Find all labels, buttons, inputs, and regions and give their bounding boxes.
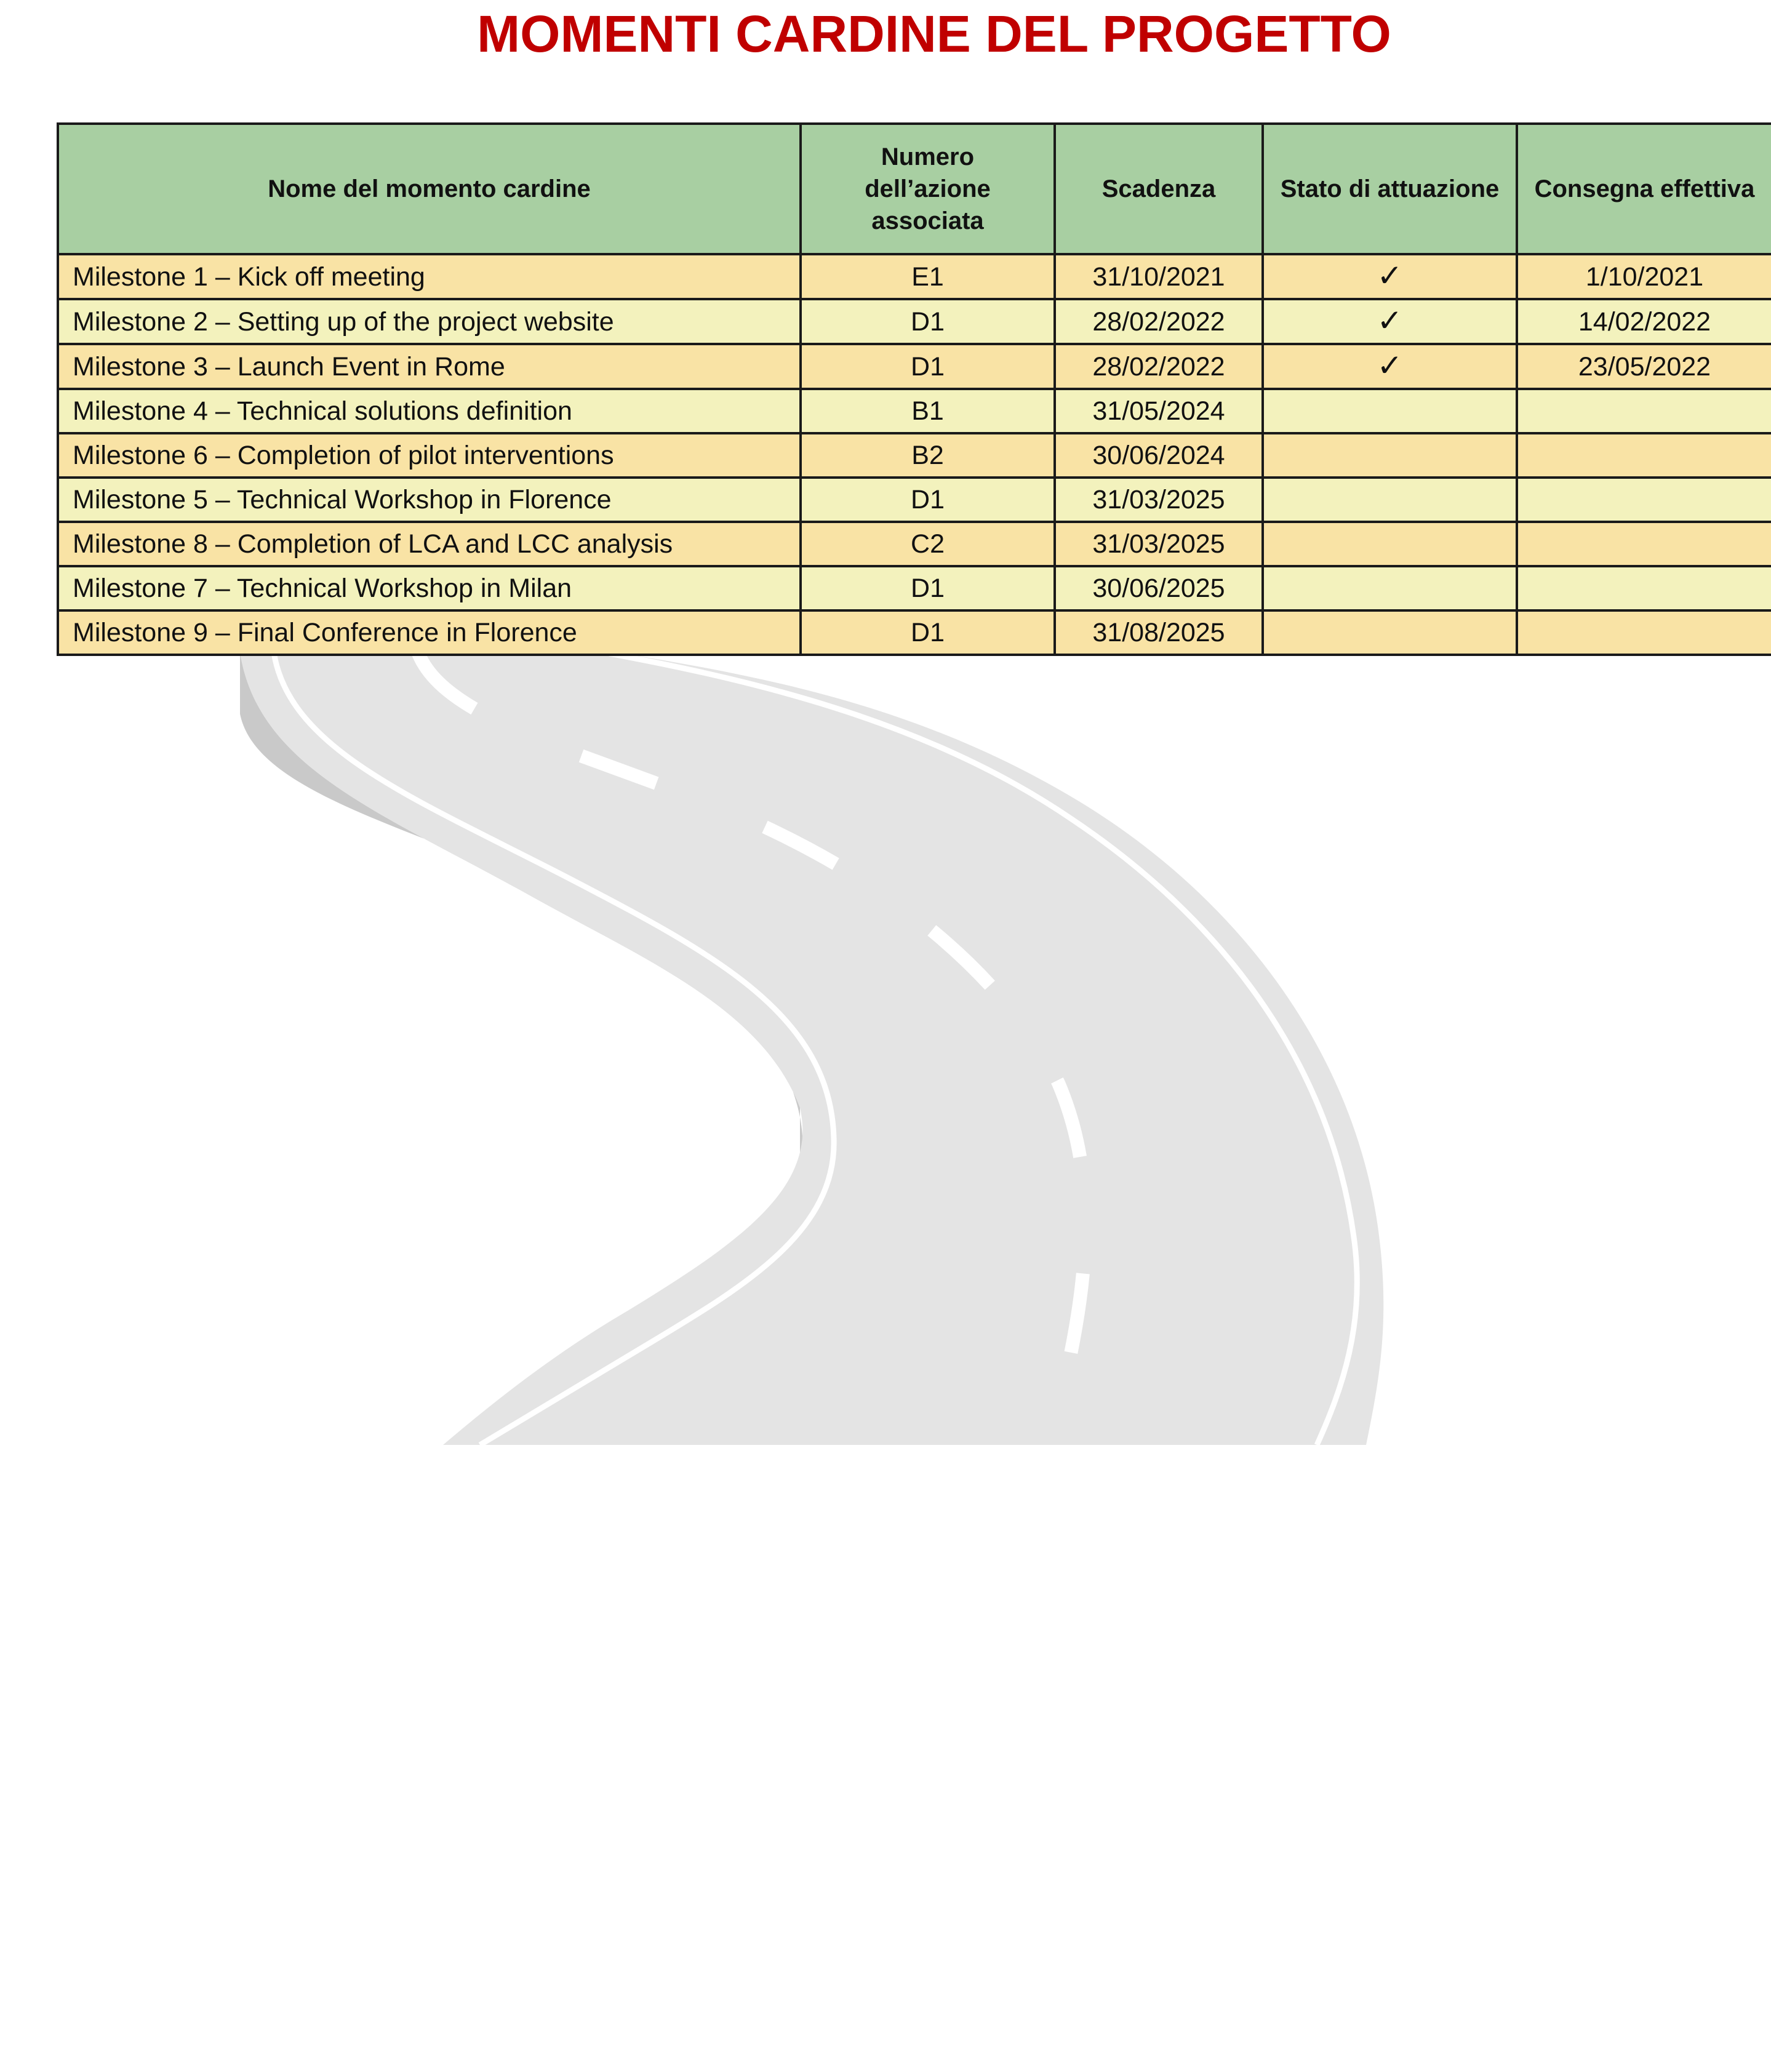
header-status: Stato di attuazione [1263,124,1517,254]
table-row [58,566,1771,610]
action-number-cell: B1 [801,389,1055,433]
checkmark-icon: ✓ [1377,303,1403,338]
milestone-name-cell: Milestone 3 – Launch Event in Rome [58,344,801,389]
delivery-cell [1517,478,1771,522]
action-number-cell: D1 [801,344,1055,389]
road-surface [240,652,1383,1445]
action-number-cell: D1 [801,478,1055,522]
status-cell [1263,522,1517,566]
header-deadline: Scadenza [1055,124,1263,254]
action-number-cell: E1 [801,254,1055,299]
milestone-name-cell: Milestone 7 – Technical Workshop in Milan [58,566,801,610]
deadline-cell: 31/03/2025 [1055,478,1263,522]
action-number-cell: C2 [801,522,1055,566]
delivery-cell: 23/05/2022 [1517,344,1771,389]
delivery-cell [1517,522,1771,566]
status-cell [1263,299,1517,344]
delivery-cell: 14/02/2022 [1517,299,1771,344]
deadline-cell: 31/03/2025 [1055,522,1263,566]
delivery-cell [1517,610,1771,655]
milestone-name-cell: Milestone 5 – Technical Workshop in Florence [58,478,801,522]
table-row [58,389,1771,433]
deadline-cell: 31/08/2025 [1055,610,1263,655]
deadline-cell: 31/10/2021 [1055,254,1263,299]
delivery-cell: 1/10/2021 [1517,254,1771,299]
table-header-row [58,124,1771,254]
table-row [58,299,1771,344]
checkmark-icon: ✓ [1377,258,1403,294]
deadline-cell: 28/02/2022 [1055,344,1263,389]
status-cell [1263,433,1517,478]
status-cell [1263,610,1517,655]
deadline-cell: 30/06/2024 [1055,433,1263,478]
milestone-name-cell: Milestone 6 – Completion of pilot interventions [58,433,801,478]
action-number-cell: D1 [801,610,1055,655]
delivery-cell [1517,433,1771,478]
milestone-name-cell: Milestone 8 – Completion of LCA and LCC analysis [58,522,801,566]
milestones-table [57,122,1771,656]
status-cell [1263,344,1517,389]
status-cell [1263,254,1517,299]
checkmark-icon: ✓ [1377,348,1403,383]
action-number-cell: B2 [801,433,1055,478]
table-row [58,478,1771,522]
table-row [58,254,1771,299]
deadline-cell: 28/02/2022 [1055,299,1263,344]
header-actual-delivery: Consegna effettiva [1517,124,1771,254]
milestone-name-cell: Milestone 9 – Final Conference in Florence [58,610,801,655]
table-row [58,610,1771,655]
status-cell [1263,389,1517,433]
deadline-cell: 30/06/2025 [1055,566,1263,610]
milestone-name-cell: Milestone 4 – Technical solutions definition [58,389,801,433]
action-number-cell: D1 [801,566,1055,610]
header-milestone-name: Nome del momento cardine [58,124,801,254]
status-cell [1263,478,1517,522]
milestone-name-cell: Milestone 2 – Setting up of the project website [58,299,801,344]
delivery-cell [1517,566,1771,610]
deadline-cell: 31/05/2024 [1055,389,1263,433]
table-row [58,344,1771,389]
action-number-cell: D1 [801,299,1055,344]
status-cell [1263,566,1517,610]
table-row [58,522,1771,566]
milestone-name-cell: Milestone 1 – Kick off meeting [58,254,801,299]
table-row [58,433,1771,478]
header-action-number: Numero dell’azione associata [801,124,1055,254]
page-title: MOMENTI CARDINE DEL PROGETTO [477,5,1391,63]
delivery-cell [1517,389,1771,433]
